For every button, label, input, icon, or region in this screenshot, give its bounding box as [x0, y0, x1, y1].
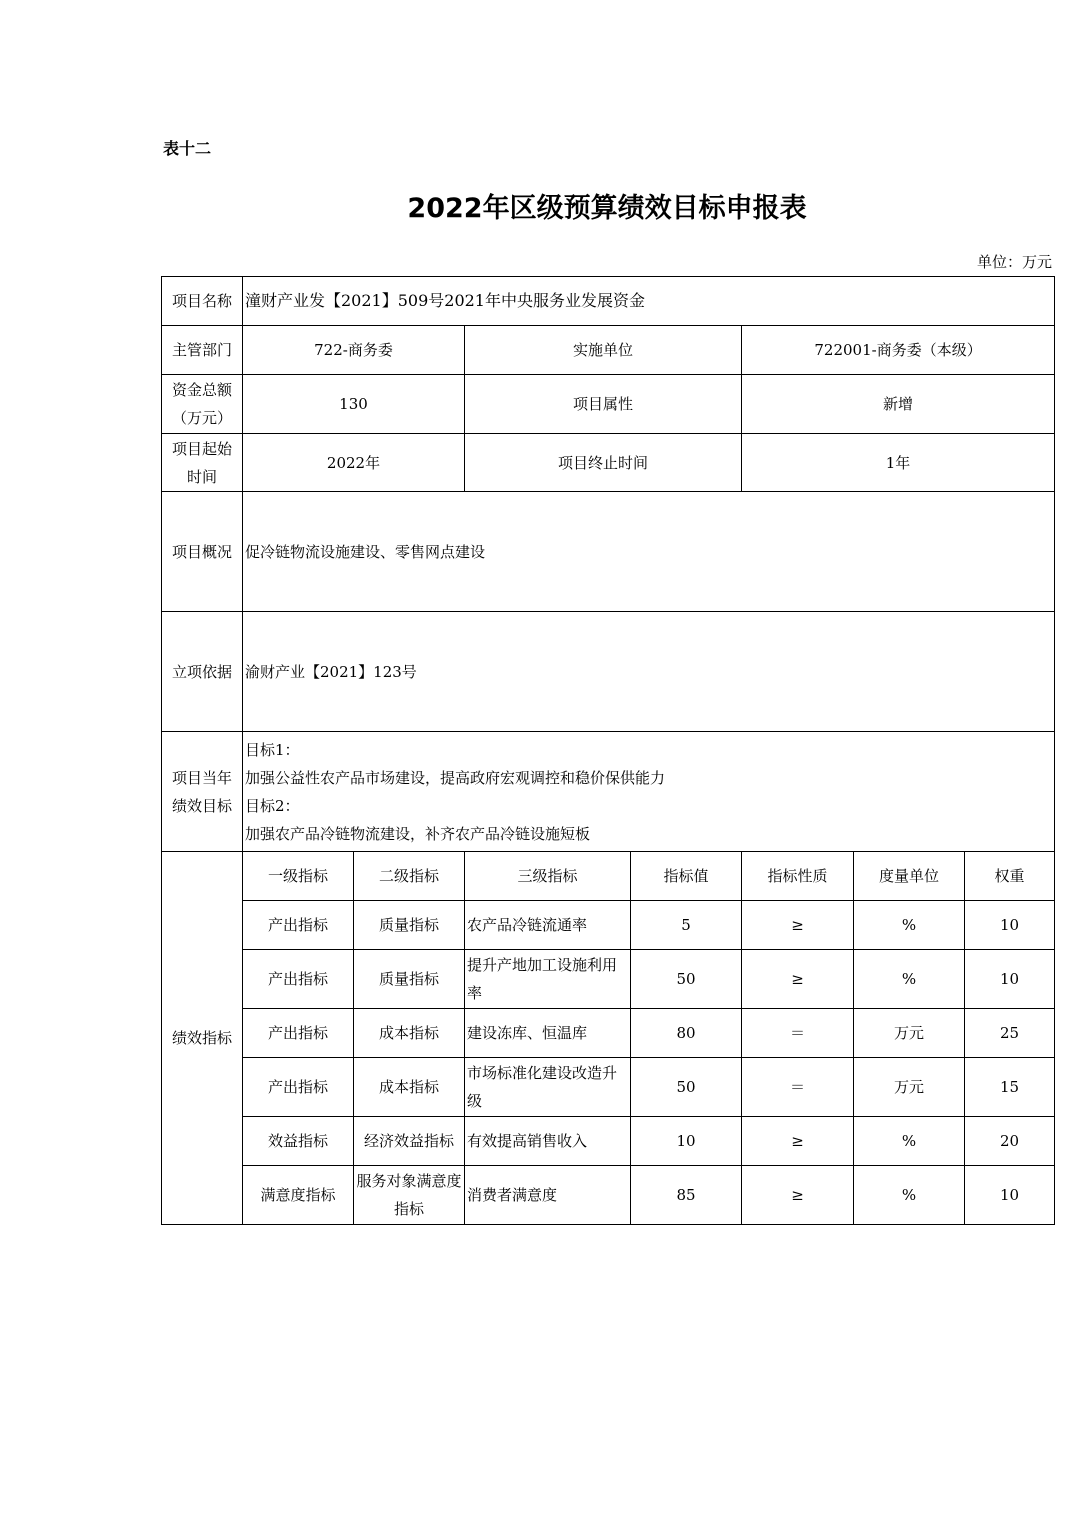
- goal-line: 加强公益性农产品市场建设，提高政府宏观调控和稳价保供能力: [245, 768, 666, 787]
- cell-weight: 20: [965, 1117, 1055, 1166]
- table-number-label: 表十二: [163, 139, 212, 158]
- start-time-value: 2022年: [243, 434, 465, 492]
- cell-level1: 产出指标: [243, 1058, 354, 1117]
- header-value: 指标值: [631, 852, 742, 901]
- cell-level2: 服务对象满意度指标: [354, 1166, 465, 1225]
- fund-total-label: [162, 375, 243, 434]
- cell-unit: %: [854, 950, 965, 1009]
- table-row: [162, 1009, 1055, 1058]
- project-name-label: 项目名称: [162, 277, 243, 326]
- table-row: [162, 901, 1055, 950]
- table-row: [162, 1166, 1055, 1225]
- goals-label-line1: 项目当年: [171, 768, 232, 787]
- department-value: 722-商务委: [243, 326, 465, 375]
- cell-weight: 10: [965, 1166, 1055, 1225]
- department-row: [162, 326, 1055, 375]
- cell-nature: ≥: [742, 1117, 854, 1166]
- overview-label: 项目概况: [162, 492, 243, 612]
- cell-value: 50: [631, 950, 742, 1009]
- cell-weight: 10: [965, 901, 1055, 950]
- cell-value: 80: [631, 1009, 742, 1058]
- fund-total-label-line2: （万元）: [171, 409, 232, 427]
- cell-level2: 质量指标: [354, 901, 465, 950]
- header-weight: 权重: [965, 852, 1055, 901]
- goals-row: [162, 732, 1055, 852]
- fund-total-value: 130: [243, 375, 465, 434]
- cell-nature: ≥: [742, 950, 854, 1009]
- table-row: [162, 1117, 1055, 1166]
- header-nature: 指标性质: [742, 852, 854, 901]
- cell-level1: 满意度指标: [243, 1166, 354, 1225]
- cell-level1: 产出指标: [243, 950, 354, 1009]
- cell-level1: 效益指标: [243, 1117, 354, 1166]
- cell-level3: 市场标准化建设改造升级: [465, 1058, 631, 1117]
- project-name-row: [162, 277, 1055, 326]
- cell-level2: 经济效益指标: [354, 1117, 465, 1166]
- end-time-value: 1年: [742, 434, 1055, 492]
- header-level2: 二级指标: [354, 852, 465, 901]
- cell-level3: 有效提高销售收入: [465, 1117, 631, 1166]
- cell-level3: 农产品冷链流通率: [465, 901, 631, 950]
- start-time-label-line2: 时间: [186, 467, 217, 486]
- goals-label: [162, 732, 243, 852]
- header-level3: 三级指标: [465, 852, 631, 901]
- header-level1: 一级指标: [243, 852, 354, 901]
- start-time-label-line1: 项目起始: [171, 439, 232, 458]
- cell-value: 10: [631, 1117, 742, 1166]
- cell-nature: ＝: [742, 1058, 854, 1117]
- table-row: [162, 1058, 1055, 1117]
- project-name-value: 潼财产业发【2021】509号2021年中央服务业发展资金: [243, 277, 1055, 326]
- project-attribute-label: 项目属性: [465, 375, 742, 434]
- cell-weight: 25: [965, 1009, 1055, 1058]
- cell-value: 85: [631, 1166, 742, 1225]
- goal-line: 目标1：: [245, 740, 300, 759]
- cell-unit: %: [854, 1166, 965, 1225]
- cell-weight: 15: [965, 1058, 1055, 1117]
- cell-nature: ≥: [742, 901, 854, 950]
- fund-total-label-line1: 资金总额: [171, 381, 232, 399]
- cell-unit: 万元: [854, 1009, 965, 1058]
- basis-value: 渝财产业【2021】123号: [243, 612, 1055, 732]
- cell-value: 5: [631, 901, 742, 950]
- end-time-label: 项目终止时间: [465, 434, 742, 492]
- department-label: 主管部门: [162, 326, 243, 375]
- basis-label: 立项依据: [162, 612, 243, 732]
- indicators-section-label: 绩效指标: [162, 852, 243, 1225]
- cell-level2: 成本指标: [354, 1009, 465, 1058]
- cell-value: 50: [631, 1058, 742, 1117]
- goal-line: 加强农产品冷链物流建设，补齐农产品冷链设施短板: [245, 824, 591, 843]
- cell-level1: 产出指标: [243, 901, 354, 950]
- budget-performance-table: [161, 276, 1055, 1225]
- cell-level1: 产出指标: [243, 1009, 354, 1058]
- fund-row: [162, 375, 1055, 434]
- cell-unit: %: [854, 1117, 965, 1166]
- cell-level3: 消费者满意度: [465, 1166, 631, 1225]
- goals-value: [243, 732, 1055, 852]
- cell-level3: 建设冻库、恒温库: [465, 1009, 631, 1058]
- time-row: [162, 434, 1055, 492]
- header-unit: 度量单位: [854, 852, 965, 901]
- start-time-label: [162, 434, 243, 492]
- cell-unit: 万元: [854, 1058, 965, 1117]
- cell-nature: ≥: [742, 1166, 854, 1225]
- implementing-unit-label: 实施单位: [465, 326, 742, 375]
- overview-value: 促冷链物流设施建设、零售网点建设: [243, 492, 1055, 612]
- cell-level3: 提升产地加工设施利用率: [465, 950, 631, 1009]
- document-title: 2022年区级预算绩效目标申报表: [407, 193, 807, 224]
- cell-level2: 质量指标: [354, 950, 465, 1009]
- goal-line: 目标2：: [245, 796, 300, 815]
- implementing-unit-value: 722001-商务委（本级）: [742, 326, 1055, 375]
- cell-unit: %: [854, 901, 965, 950]
- overview-row: [162, 492, 1055, 612]
- unit-label: 单位：万元: [976, 253, 1052, 271]
- goals-label-line2: 绩效目标: [171, 796, 232, 815]
- cell-level2: 成本指标: [354, 1058, 465, 1117]
- basis-row: [162, 612, 1055, 732]
- cell-nature: ＝: [742, 1009, 854, 1058]
- table-row: [162, 950, 1055, 1009]
- project-attribute-value: 新增: [742, 375, 1055, 434]
- indicator-header-row: [162, 852, 1055, 901]
- cell-weight: 10: [965, 950, 1055, 1009]
